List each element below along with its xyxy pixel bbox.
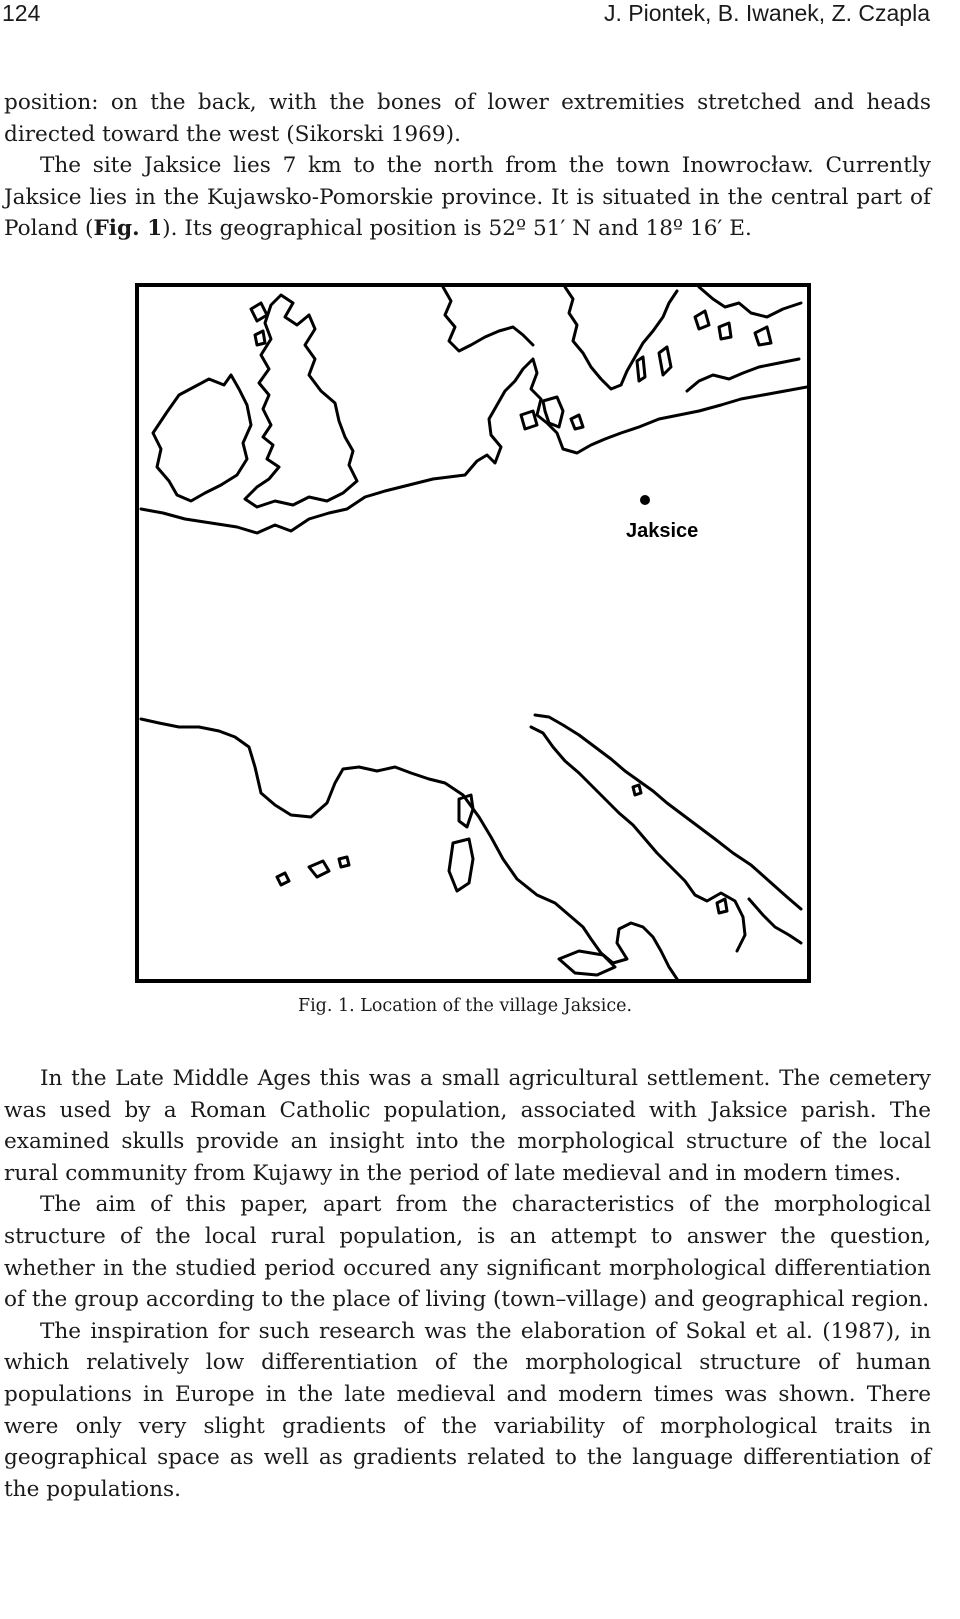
site-location-text-b: ). Its geographical position is 52º 51′ N and 18º 16′ E.: [162, 216, 752, 242]
location-map-figure: [135, 283, 811, 983]
page-header: [0, 0, 930, 30]
jaksice-label: Jaksice: [626, 520, 699, 542]
figure-reference: Fig. 1: [93, 216, 163, 242]
body-text-bottom: [4, 1063, 931, 1505]
greece-coast: [749, 899, 801, 943]
adriatic-east-coast: [535, 715, 801, 909]
site-location-text-a: The site Jaksice lies 7 km to the north from the town Inowrocław. Currently Jaksice lies in the Kujawsko-Pomorskie province. It is situated in the central part of Poland (: [4, 153, 931, 242]
ionian-island: [717, 899, 727, 913]
balearic-3: [339, 857, 349, 867]
baltic-coast-ne: [687, 359, 799, 391]
continent-north-coast: [141, 359, 807, 533]
baltic-island-ne2: [719, 323, 731, 339]
paragraph-burial-position: position: on the back, with the bones of lower extremities stretched and heads directed toward the west (Sikorski 1969).: [4, 90, 931, 147]
paragraph-aim: The aim of this paper, apart from the characteristics of the morphological structure of the local rural population, is an attempt to answer the question, whether in the studied period occured any significant morphological differentiation of the group according to the place of living (town–village) and geographical region.: [4, 1192, 931, 1313]
gulf-shore: [699, 287, 801, 317]
sicily: [559, 951, 615, 975]
jaksice-marker: [640, 495, 650, 505]
running-head-authors: J. Piontek, B. Iwanek, Z. Czapla: [604, 0, 930, 26]
sweden-coast: [565, 287, 677, 389]
norway-coast: [443, 287, 533, 351]
ireland-outline: [153, 375, 251, 501]
europe-outline-map: [139, 287, 807, 979]
danish-island-3: [571, 415, 583, 429]
danish-island-1: [521, 411, 537, 429]
oland: [637, 357, 645, 381]
great-britain-outline: [245, 295, 357, 507]
figure-caption: Fig. 1. Location of the village Jaksice.: [297, 996, 633, 1016]
paragraph-site-location: [4, 150, 931, 245]
balearic-1: [277, 873, 289, 885]
page-number: 124: [2, 0, 41, 26]
paragraph-settlement: In the Late Middle Ages this was a small agricultural settlement. The cemetery was used by a Roman Catholic population, associated with Jaksice parish. The examined skulls provide an insight into the morphological structure of the local rural community from Kujawy in the period of late medieval and in modern times.: [4, 1066, 931, 1186]
balearic-2: [309, 861, 329, 877]
gotland: [659, 347, 671, 375]
paragraph-inspiration: The inspiration for such research was the elaboration of Sokal et al. (1987), in which relatively low differentiation of the morphological structure of human populations in Europe in the late medieval and modern times was shown. There were only very slight gradients of the variability of morphological traits in geographical space as well as gradients related to the language differentiation of the populations.: [4, 1318, 931, 1502]
baltic-island-ne3: [755, 327, 771, 345]
baltic-island-ne1: [695, 311, 709, 329]
body-text-top: [4, 87, 931, 245]
island-north-2: [255, 331, 265, 345]
sardinia: [449, 839, 473, 891]
adriatic-island: [633, 785, 641, 795]
island-north-1: [251, 303, 267, 321]
mediterranean-north-coast: [141, 719, 677, 979]
